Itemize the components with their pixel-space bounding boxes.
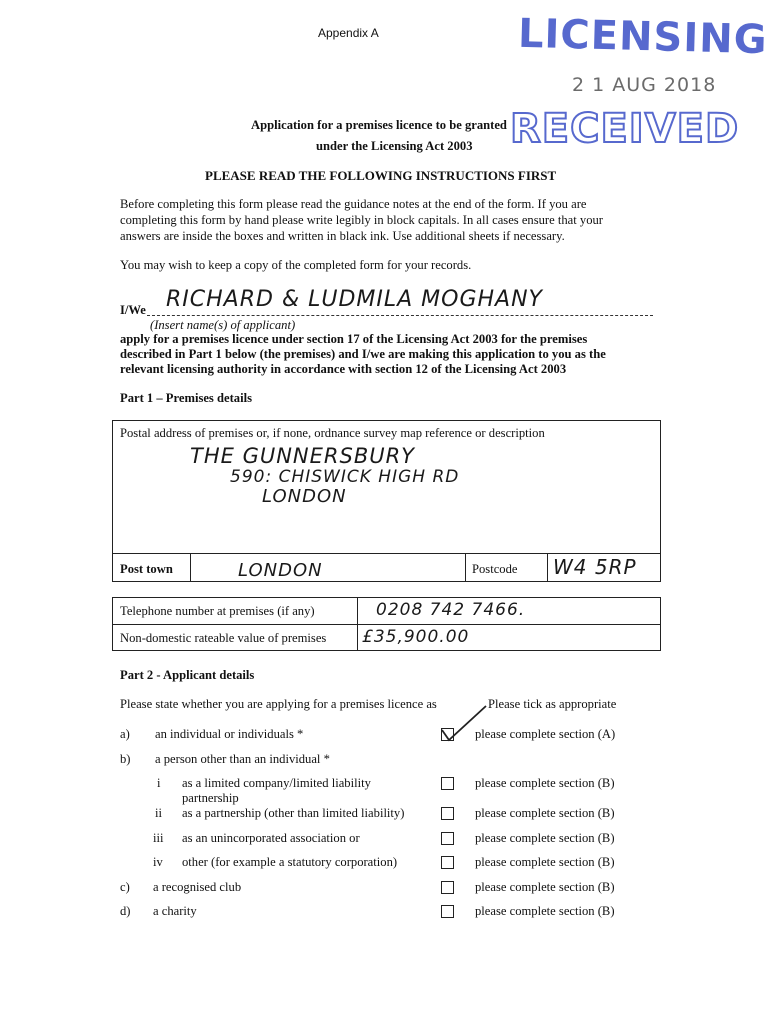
- option-c-label: a recognised club: [153, 880, 242, 894]
- option-a-letter: a): [120, 727, 130, 741]
- apply-text-line3: relevant licensing authority in accordance with section 12 of the Licensing Act 2003: [120, 362, 567, 376]
- option-bi-roman: i: [157, 776, 161, 790]
- tick-hint: Please tick as appropriate: [488, 697, 617, 711]
- telephone-divider: [112, 624, 661, 625]
- option-b-label: a person other than an individual *: [155, 752, 330, 766]
- postcode-field[interactable]: W4 5RP: [553, 555, 637, 579]
- option-bi-action: please complete section (B): [475, 776, 615, 790]
- iwe-label: I/We: [120, 303, 146, 317]
- option-biii-roman: iii: [153, 831, 164, 845]
- applicant-name-field[interactable]: RICHARD & LUDMILA MOGHANY: [166, 287, 543, 312]
- part2-heading: Part 2 - Applicant details: [120, 668, 255, 682]
- telephone-sep: [357, 597, 358, 651]
- instructions-line3: answers are inside the boxes and written in black ink. Use additional sheets if necessary.: [120, 229, 565, 243]
- licensing-stamp: LICENSING: [517, 10, 769, 64]
- rateable-field[interactable]: £35,900.00: [362, 627, 470, 647]
- telephone-label: Telephone number at premises (if any): [120, 604, 315, 618]
- option-b-letter: b): [120, 752, 131, 766]
- part1-heading: Part 1 – Premises details: [120, 391, 252, 405]
- option-c-checkbox[interactable]: [441, 881, 454, 894]
- address-label: Postal address of premises or, if none, ordnance survey map reference or description: [120, 426, 545, 440]
- applicant-type-question: Please state whether you are applying for a premises licence as: [120, 697, 437, 711]
- option-d-action: please complete section (B): [475, 904, 615, 918]
- option-biii-label: as an unincorporated association or: [182, 831, 360, 845]
- option-bi-label2: partnership: [182, 791, 239, 805]
- option-c-action: please complete section (B): [475, 880, 615, 894]
- option-bii-roman: ii: [155, 806, 162, 820]
- option-bi-checkbox[interactable]: [441, 777, 454, 790]
- rateable-label: Non-domestic rateable value of premises: [120, 631, 327, 645]
- option-c-letter: c): [120, 880, 130, 894]
- received-stamp: RECEIVED: [510, 106, 740, 152]
- appendix-label: Appendix A: [318, 26, 379, 40]
- instructions-line2: completing this form by hand please write legibly in block capitals. In all cases ensure that your: [120, 213, 603, 227]
- applicant-name-line: [147, 315, 653, 316]
- option-biv-action: please complete section (B): [475, 855, 615, 869]
- option-bii-checkbox[interactable]: [441, 807, 454, 820]
- applicant-name-hint: (Insert name(s) of applicant): [150, 318, 296, 332]
- instructions-line1: Before completing this form please read the guidance notes at the end of the form. If you are: [120, 197, 587, 211]
- post-town-field[interactable]: LONDON: [238, 560, 323, 581]
- option-d-label: a charity: [153, 904, 197, 918]
- address-line2[interactable]: 590: CHISWICK HIGH RD: [230, 467, 460, 487]
- post-town-sep1: [190, 553, 191, 582]
- postcode-label: Postcode: [472, 562, 518, 576]
- option-d-letter: d): [120, 904, 131, 918]
- option-biii-checkbox[interactable]: [441, 832, 454, 845]
- post-town-sep3: [547, 553, 548, 582]
- apply-text-line2: described in Part 1 below (the premises) and I/we are making this application to you as the: [120, 347, 606, 361]
- option-biv-checkbox[interactable]: [441, 856, 454, 869]
- option-bii-action: please complete section (B): [475, 806, 615, 820]
- address-line3[interactable]: LONDON: [262, 486, 347, 507]
- apply-text-line1: apply for a premises licence under section 17 of the Licensing Act 2003 for the premises: [120, 332, 588, 346]
- telephone-field[interactable]: 0208 742 7466.: [376, 600, 526, 620]
- received-date-stamp: 2 1 AUG 2018: [572, 74, 717, 96]
- keep-copy-note: You may wish to keep a copy of the completed form for your records.: [120, 258, 472, 272]
- post-town-label: Post town: [120, 562, 173, 576]
- option-biv-roman: iv: [153, 855, 163, 869]
- instructions-heading: PLEASE READ THE FOLLOWING INSTRUCTIONS FIRST: [205, 168, 557, 183]
- option-d-checkbox[interactable]: [441, 905, 454, 918]
- post-town-sep2: [465, 553, 466, 582]
- form-title-line1: Application for a premises licence to be granted: [251, 118, 507, 132]
- option-biii-action: please complete section (B): [475, 831, 615, 845]
- option-a-action: please complete section (A): [475, 727, 616, 741]
- option-bi-label: as a limited company/limited liability: [182, 776, 371, 790]
- option-biv-label: other (for example a statutory corporation): [182, 855, 398, 869]
- form-title-line2: under the Licensing Act 2003: [316, 139, 473, 153]
- option-bii-label: as a partnership (other than limited liability): [182, 806, 405, 820]
- option-a-label: an individual or individuals *: [155, 727, 304, 741]
- address-line1[interactable]: THE GUNNERSBURY: [190, 444, 416, 468]
